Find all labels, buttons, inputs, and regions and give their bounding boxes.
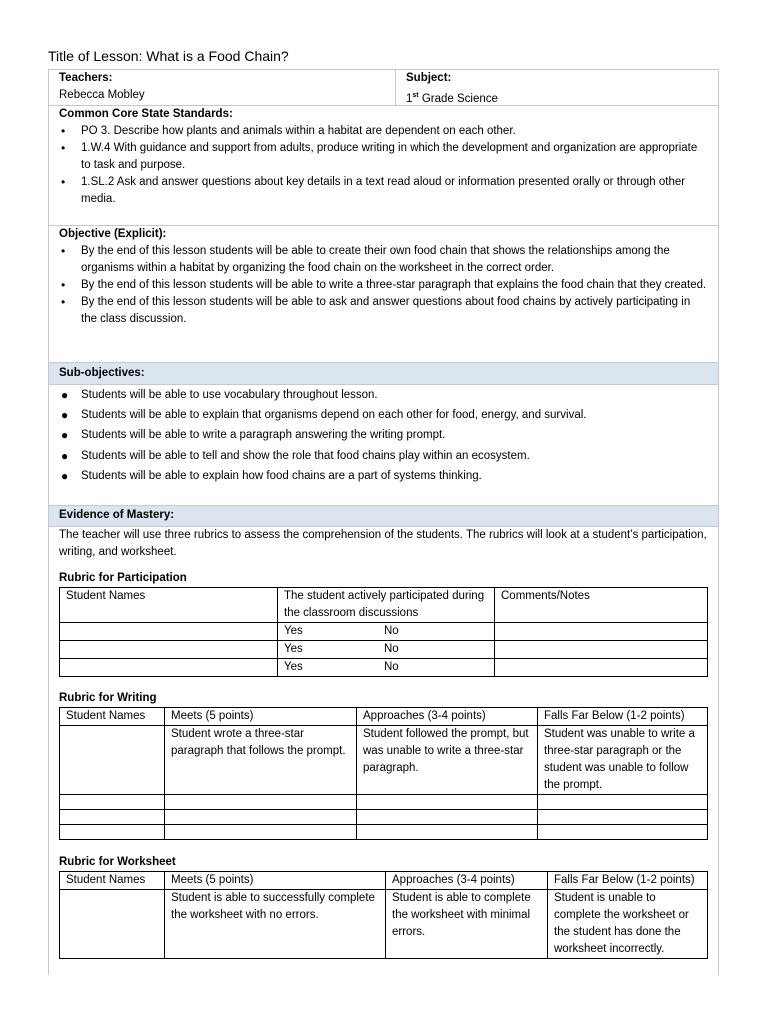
table-row (60, 825, 708, 840)
table-cell[interactable] (60, 810, 165, 825)
objective-label: Objective (Explicit): (59, 228, 167, 240)
table-cell[interactable] (60, 623, 278, 641)
table-header: Meets (5 points) (165, 708, 357, 726)
subject-value (406, 87, 718, 108)
table-cell[interactable] (357, 825, 538, 840)
rubric-writing-title: Rubric for Writing (59, 692, 157, 704)
list-item: • By the end of this lesson students will be able to write a three-star paragraph that explains the food chain that they created. (61, 278, 707, 292)
rubric-participation-table (59, 587, 708, 677)
table-cell[interactable] (538, 810, 708, 825)
table-row (60, 588, 708, 623)
grade-superscript: st (412, 92, 419, 99)
list-item: • PO 3. Describe how plants and animals within a habitat are dependent on each other. (61, 124, 516, 138)
rubric-writing-table (59, 707, 708, 840)
table-header: Meets (5 points) (165, 872, 386, 890)
table-row (60, 659, 708, 677)
table-cell[interactable] (357, 795, 538, 810)
objective-list (59, 243, 708, 328)
table-cell[interactable] (60, 825, 165, 840)
evidence-label: Evidence of Mastery: (49, 506, 718, 527)
table-cell: Student was unable to write a three-star paragraph or the student was unable to follow the prompt. (538, 726, 708, 795)
table-header: Falls Far Below (1-2 points) (538, 708, 708, 726)
subobjectives-list (59, 387, 708, 485)
table-header: Student Names (60, 588, 278, 623)
table-cell[interactable] (165, 825, 357, 840)
standards-section (49, 106, 718, 226)
list-item: ● Students will be able to explain how food chains are a part of systems thinking. (61, 468, 482, 483)
table-cell[interactable] (165, 795, 357, 810)
table-cell: Yes No (278, 659, 495, 677)
table-row (60, 795, 708, 810)
table-cell: Student wrote a three-star paragraph that follows the prompt. (165, 726, 357, 795)
grade-rest: Grade Science (418, 93, 498, 105)
evidence-section (49, 527, 718, 975)
table-cell[interactable] (165, 810, 357, 825)
table-cell[interactable] (495, 641, 708, 659)
table-cell: Yes No (278, 623, 495, 641)
teachers-label: Teachers: (59, 72, 113, 84)
table-cell: Student is able to successfully complete the worksheet with no errors. (165, 890, 386, 959)
table-header: Comments/Notes (495, 588, 708, 623)
table-cell[interactable] (357, 810, 538, 825)
table-cell[interactable] (60, 641, 278, 659)
table-cell[interactable] (495, 623, 708, 641)
list-item: • 1.W.4 With guidance and support from adults, produce writing in which the development and organization are appropriate to task and purpose. (61, 141, 698, 171)
subobjectives-section (49, 385, 718, 506)
subobjectives-label: Sub-objectives: (49, 363, 718, 385)
subject-label: Subject: (406, 72, 452, 84)
table-header: Approaches (3-4 points) (386, 872, 548, 890)
grade-number: 1 (406, 93, 413, 105)
table-header: The student actively participated during the classroom discussions (278, 588, 495, 623)
table-cell: Student followed the prompt, but was unable to write a three-star paragraph. (357, 726, 538, 795)
rubric-participation-title: Rubric for Participation (59, 572, 187, 584)
standards-list (59, 123, 708, 208)
list-item: ● Students will be able to tell and show the role that food chains play within an ecosystem. (61, 448, 530, 463)
table-row (60, 641, 708, 659)
table-cell[interactable] (538, 825, 708, 840)
table-cell[interactable] (538, 795, 708, 810)
teacher-subject-row (49, 70, 718, 106)
table-cell: Student is unable to complete the worksheet or the student has done the worksheet incorrectly. (548, 890, 708, 959)
table-row (60, 872, 708, 890)
table-header: Student Names (60, 872, 165, 890)
table-row (60, 726, 708, 795)
teachers-value: Rebecca Mobley (59, 89, 145, 101)
table-cell (60, 726, 165, 795)
rubric-worksheet-title: Rubric for Worksheet (59, 856, 176, 868)
list-item: ● Students will be able to use vocabulary throughout lesson. (61, 388, 378, 402)
table-header: Approaches (3-4 points) (357, 708, 538, 726)
table-header: Student Names (60, 708, 165, 726)
standards-label: Common Core State Standards: (59, 108, 233, 120)
list-item: ● Students will be able to write a paragraph answering the writing prompt. (61, 428, 446, 443)
table-row (60, 890, 708, 959)
objective-section (49, 226, 718, 363)
list-item: • By the end of this lesson students will be able to create their own food chain that shows the relationships among the organisms within a habitat by organizing the food chain on the worksheet in the correct order. (61, 244, 670, 274)
list-item: • By the end of this lesson students will be able to ask and answer questions about food chains by actively participating in the class discussion. (61, 295, 691, 325)
lesson-plan-table (48, 69, 719, 975)
table-cell: Student is able to complete the worksheet with minimal errors. (386, 890, 548, 959)
table-cell[interactable] (60, 795, 165, 810)
table-row (60, 810, 708, 825)
table-header: Falls Far Below (1-2 points) (548, 872, 708, 890)
table-cell[interactable] (60, 659, 278, 677)
subject-cell (396, 70, 718, 105)
table-cell[interactable] (495, 659, 708, 677)
list-item: • 1.SL.2 Ask and answer questions about key details in a text read aloud or information presented orally or through other media. (61, 175, 686, 205)
list-item: ● Students will be able to explain that organisms depend on each other for food, energy, and survival. (61, 408, 587, 423)
page-title: Title of Lesson: What is a Food Chain? (48, 48, 289, 64)
table-cell (60, 890, 165, 959)
table-row (60, 623, 708, 641)
table-cell: Yes No (278, 641, 495, 659)
evidence-text: The teacher will use three rubrics to assess the comprehension of the students. The rubrics will look at a student’s participation, writing, and worksheet. (59, 529, 707, 558)
rubric-worksheet-table (59, 871, 708, 959)
teachers-cell (49, 70, 396, 105)
table-row (60, 708, 708, 726)
